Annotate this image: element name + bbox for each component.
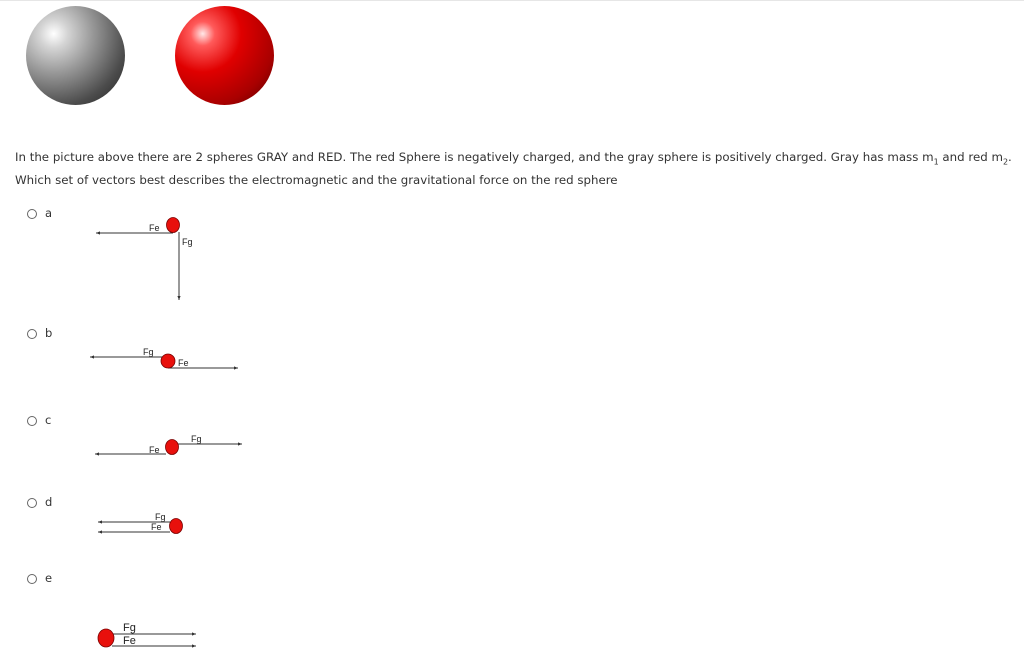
fg-label: Fg <box>143 347 154 357</box>
fg-label: Fg <box>123 622 136 634</box>
red-charge-dot <box>98 629 114 647</box>
fe-label: Fe <box>178 358 189 368</box>
fe-label: Fe <box>149 223 160 233</box>
fe-label: Fe <box>149 445 160 455</box>
fe-label: Fe <box>123 635 136 647</box>
question-part: and red m <box>938 150 1003 164</box>
option-label-d[interactable]: d <box>45 495 53 509</box>
fe-label: Fe <box>151 522 162 532</box>
question-part: . Which set of vectors best describes the electromagnetic and the gravitational force on the red sphere <box>15 150 1012 188</box>
option-label-e[interactable]: e <box>45 571 53 585</box>
option-label-a[interactable]: a <box>45 206 53 220</box>
arrowhead <box>192 632 196 635</box>
fg-label: Fg <box>191 434 202 444</box>
question-part: In the picture above there are 2 spheres GRAY and RED. The red Sphere is negatively charged, and the gray sphere is positively charged. Gray has mass m <box>15 150 934 164</box>
fg-label: Fg <box>155 512 166 522</box>
arrowhead <box>192 644 196 647</box>
subscript-2: 2 <box>1002 157 1009 167</box>
subscript-1: 1 <box>933 157 939 167</box>
option-label-b[interactable]: b <box>45 326 53 340</box>
fg-label: Fg <box>182 237 193 247</box>
option-label-c[interactable]: c <box>45 413 52 427</box>
